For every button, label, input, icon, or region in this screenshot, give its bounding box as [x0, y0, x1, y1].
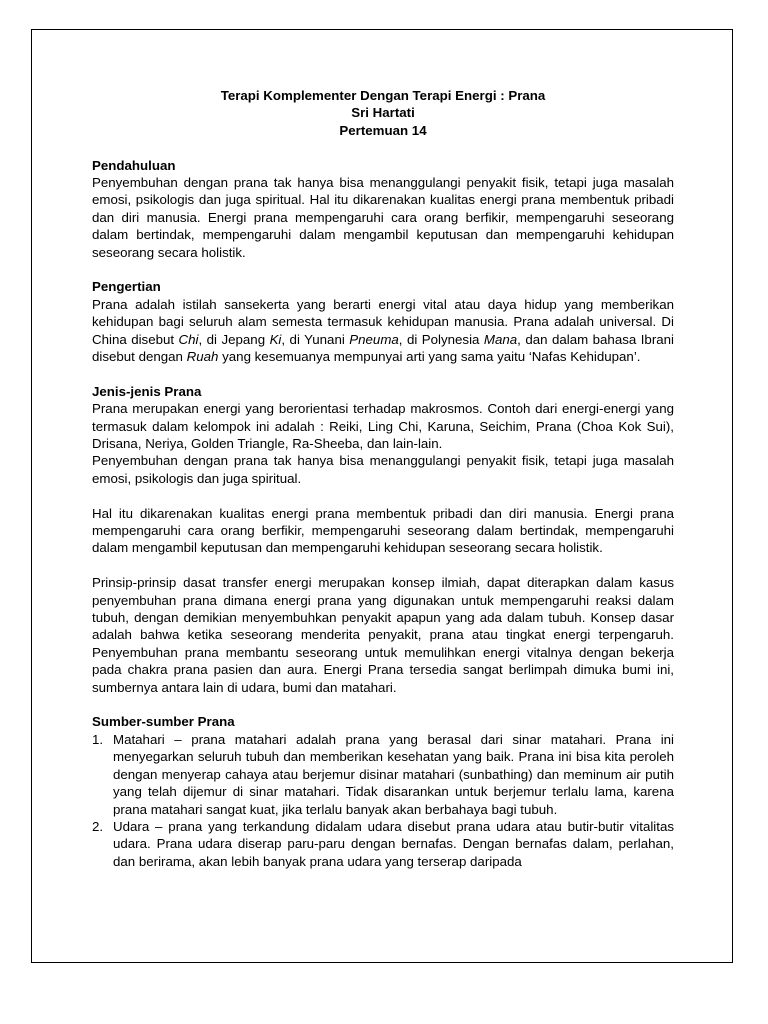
document-title: Terapi Komplementer Dengan Terapi Energi : Prana [220, 88, 546, 103]
list-text: Udara – prana yang terkandung didalam udara disebut prana udara atau butir-butir vitalitas udara. Prana udara diserap paru-paru dengan bernafas. Dengan bernafas dalam, perlahan, dan berirama, akan lebih banyak prana udara yang terserap daripada [113, 818, 674, 869]
list-number: 1. [92, 731, 104, 747]
term-ki: Ki [269, 331, 282, 347]
list-text: Matahari – prana matahari adalah prana yang berasal dari sinar matahari. Prana ini menyegarkan seluruh tubuh dan memberikan kesehatan yang baik. Prana ini bisa kita peroleh dengan menyerap cahaya atau berjemur disinar matahari (sunbathing) dan meminum air putih yang telah dijemur di sinar matahari. Tidak disarankan untuk berjemur terlalu lama, karena prana matahari sangat kuat, jika terlalu banyak akan berbahaya bagi tubuh. [113, 731, 674, 817]
term-mana: Mana [483, 331, 518, 347]
text-segment: , dan dalam bahasa Ibrani disebut dengan [92, 331, 674, 365]
paragraph-jenis-3: Hal itu dikarenakan kualitas energi prana membentuk pribadi dan diri manusia. Energi prana mempengaruhi cara orang berfikir, mempengaruhi seseorang dalam bertindak, mempengaruhi dalam mengambil keputusan dan mempengaruhi kehidupan seseorang secara holistik. [92, 505, 674, 556]
text-segment: yang kesemuanya mempunyai arti yang sama yaitu ‘Nafas Kehidupan’. [218, 349, 641, 365]
text-segment: Prana adalah istilah sansekerta yang berarti energi vital atau daya hidup yang memberikan kehidupan bagi seluruh alam semesta termasuk kehidupan manusia. Prana adalah universal. Di China disebut [92, 296, 674, 347]
document-body [92, 87, 674, 870]
heading-pendahuluan: Pendahuluan [92, 157, 176, 173]
paragraph-pengertian [92, 296, 674, 366]
document-header [92, 87, 674, 139]
document-meeting: Pertemuan 14 [339, 122, 427, 138]
paragraph-jenis-2: Penyembuhan dengan prana tak hanya bisa menanggulangi penyakit fisik, tetapi juga masalah emosi, psikologis dan juga spiritual. [92, 453, 674, 486]
term-pneuma: Pneuma [349, 331, 399, 347]
paragraph-jenis-4: Prinsip-prinsip dasat transfer energi merupakan konsep ilmiah, dapat diterapkan dalam kasus penyembuhan prana dimana energi prana yang digunakan untuk mempengaruhi reaksi dalam tubuh, dengan demikian menyembuhkan penyakit apapun yang ada dalam tubuh. Konsep dasar adalah bahwa ketika seseorang menderita penyakit, prana atau tingkat energi terpengaruh. Penyembuhan prana membantu seseorang untuk memulihkan energi vitalnya dengan bekerja pada chakra prana pasien dan aura. Energi Prana tersedia sangat berlimpah dimuka bumi ini, sumbernya antara lain di udara, bumi dan matahari. [92, 575, 674, 695]
document-author: Sri Hartati [351, 105, 415, 121]
heading-jenis-prana: Jenis-jenis Prana [92, 383, 202, 399]
sumber-prana-list [92, 731, 674, 870]
paragraph-pendahuluan: Penyembuhan dengan prana tak hanya bisa menanggulangi penyakit fisik, tetapi juga masalah emosi, psikologis dan juga spiritual. Hal itu dikarenakan kualitas energi prana membentuk pribadi dan diri manusia. Energi prana mempengaruhi cara orang berfikir, mempengaruhi seseorang dalam bertindak, mempengaruhi dalam mengambil keputusan dan mempengaruhi kehidupan seseorang secara holistik. [92, 174, 674, 260]
list-item [92, 731, 674, 818]
list-number: 2. [92, 818, 104, 834]
heading-pengertian: Pengertian [92, 279, 161, 295]
list-item [92, 818, 674, 870]
text-segment: , di Polynesia [398, 331, 484, 347]
paragraph-jenis-1: Prana merupakan energi yang berorientasi terhadap makrosmos. Contoh dari energi-energi yang termasuk dalam kelompok ini adalah : Reiki, Ling Chi, Karuna, Seichim, Prana (Choa Kok Sui), Drisana, Neriya, Golden Triangle, Ra-Sheeba, dan lain-lain. [92, 401, 674, 452]
heading-sumber-prana: Sumber-sumber Prana [92, 714, 235, 730]
term-chi: Chi [178, 331, 199, 347]
text-segment: , di Jepang [198, 331, 270, 347]
text-segment: , di Yunani [281, 331, 350, 347]
term-ruah: Ruah [186, 349, 219, 365]
